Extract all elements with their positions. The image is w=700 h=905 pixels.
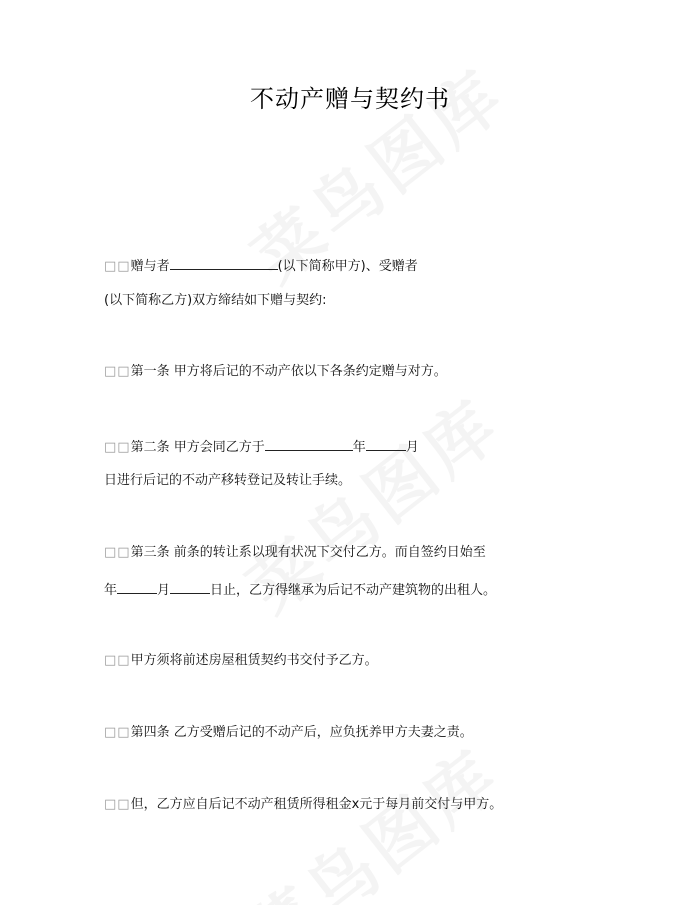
year-label: 年 <box>104 583 118 598</box>
indent-placeholder: □□ <box>104 364 131 379</box>
rent-clause-text: 但，乙方应自后记不动产租赁所得租金x元于每月前交付与甲方。 <box>130 797 503 812</box>
indent-placeholder: □□ <box>104 259 131 274</box>
giver-name-blank <box>170 256 278 270</box>
indent-placeholder: □□ <box>104 440 131 455</box>
year-label: 年 <box>352 440 366 455</box>
article-2-line-2: 日进行后记的不动产移转登记及转让手续。 <box>104 473 352 488</box>
day-blank <box>170 580 210 594</box>
year-blank <box>265 437 353 451</box>
month-label: 月 <box>405 440 419 455</box>
article-3-text: 第三条 前条的转让系以现有状况下交付乙方。而自签约日始至 <box>130 545 486 560</box>
receiver-label: (以下简称甲方)、受赠者 <box>277 259 418 274</box>
document-title: 不动产赠与契约书 <box>250 85 450 113</box>
article-3-line-2 <box>104 580 496 600</box>
article-3-text-end: 日止，乙方得继承为后记不动产建筑物的出租人。 <box>210 583 497 598</box>
article-4-text: 第四条 乙方受赠后记的不动产后，应负抚养甲方夫妻之责。 <box>130 725 473 740</box>
lease-clause-text: 甲方须将前述房屋租赁契约书交付予乙方。 <box>130 653 378 668</box>
intro-line-2: (以下简称乙方)双方缔结如下赠与契约: <box>104 293 327 308</box>
article-1 <box>104 363 447 381</box>
article-3-line-1 <box>104 544 486 562</box>
indent-placeholder: □□ <box>104 545 131 560</box>
lease-clause <box>104 652 378 670</box>
article-1-text: 第一条 甲方将后记的不动产依以下各条约定赠与对方。 <box>130 364 447 379</box>
article-4 <box>104 724 473 742</box>
month-label: 月 <box>157 583 171 598</box>
month-blank <box>366 437 406 451</box>
month-blank <box>117 580 157 594</box>
rent-clause <box>104 796 502 814</box>
giver-label: 赠与者 <box>130 259 170 274</box>
article-2-text-a: 第二条 甲方会同乙方于 <box>130 440 265 455</box>
indent-placeholder: □□ <box>104 653 131 668</box>
article-2-line-1 <box>104 437 419 457</box>
intro-line-1 <box>104 256 418 276</box>
indent-placeholder: □□ <box>104 725 131 740</box>
indent-placeholder: □□ <box>104 797 131 812</box>
